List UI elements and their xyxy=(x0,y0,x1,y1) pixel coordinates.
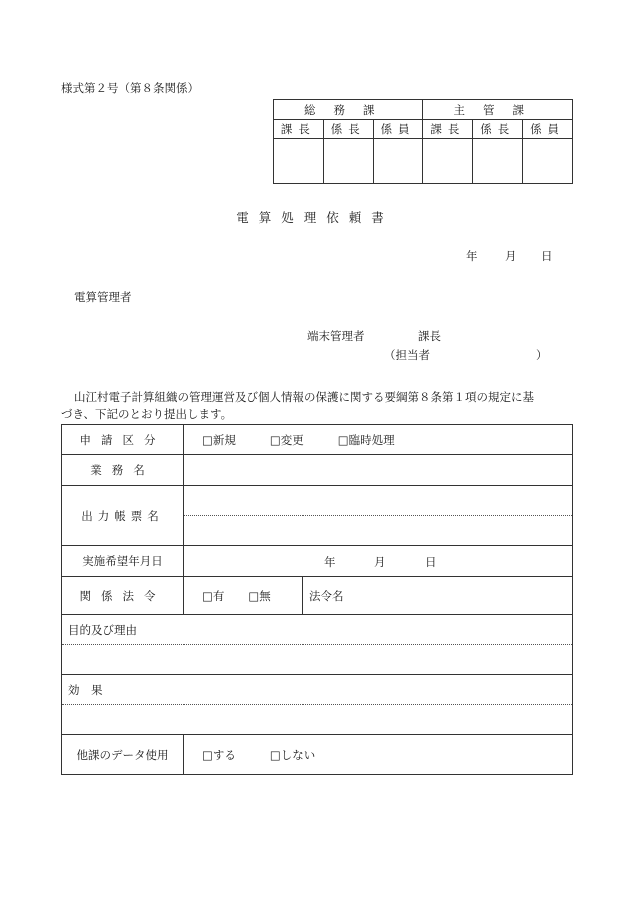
output-forms-field-1[interactable] xyxy=(184,486,573,516)
addressee: 電算管理者 xyxy=(74,290,132,304)
other-data-use-options xyxy=(184,735,573,775)
date-day: 日 xyxy=(541,249,553,263)
row-effect-label xyxy=(62,675,573,705)
approval-role: 課長 xyxy=(274,120,324,139)
row-application-type xyxy=(62,425,573,455)
data-use-no-checkbox[interactable]: □しない xyxy=(269,747,316,762)
approval-group-general-affairs: 総務課 xyxy=(274,100,423,120)
document-title: 電算処理依頼書 xyxy=(236,210,394,225)
request-form-table xyxy=(61,424,573,775)
terminal-manager-label: 端末管理者 xyxy=(307,329,365,343)
related-law-options xyxy=(184,577,303,615)
row-business-name xyxy=(62,455,573,486)
row-other-data-use xyxy=(62,735,573,775)
approval-role: 係長 xyxy=(323,120,373,139)
application-type-options xyxy=(184,425,573,455)
approval-stamp-box[interactable] xyxy=(423,139,473,184)
option-change-checkbox[interactable]: □変更 xyxy=(269,432,304,447)
approval-role: 係員 xyxy=(523,120,573,139)
row-desired-date xyxy=(62,546,573,577)
approval-stamp-box[interactable] xyxy=(473,139,523,184)
desired-date-label: 実施希望年月日 xyxy=(62,546,184,577)
date-year: 年 xyxy=(466,249,478,263)
desired-date-field[interactable] xyxy=(184,546,573,577)
law-no-checkbox[interactable]: □無 xyxy=(248,588,271,603)
approval-role: 係員 xyxy=(373,120,423,139)
option-new-checkbox[interactable]: □新規 xyxy=(202,432,236,447)
approval-group-responsible: 主管課 xyxy=(423,100,573,120)
output-forms-label: 出力帳票名 xyxy=(62,486,184,546)
row-related-law xyxy=(62,577,573,615)
purpose-field[interactable] xyxy=(62,645,573,675)
purpose-label: 目的及び理由 xyxy=(62,615,573,645)
approval-role: 課長 xyxy=(423,120,473,139)
application-type-label: 申請区分 xyxy=(62,425,184,455)
approval-stamp-box[interactable] xyxy=(523,139,573,184)
desired-date-day: 日 xyxy=(425,555,437,569)
section-chief-label: 課長 xyxy=(418,329,441,343)
approval-stamp-box[interactable] xyxy=(323,139,373,184)
approval-stamp-box[interactable] xyxy=(274,139,324,184)
option-temporary-checkbox[interactable]: □臨時処理 xyxy=(337,432,395,447)
law-name-field[interactable] xyxy=(303,577,573,615)
form-number-label: 様式第２号（第８条関係） xyxy=(61,81,199,95)
effect-field[interactable] xyxy=(62,705,573,735)
business-name-label: 業務名 xyxy=(62,455,184,486)
approval-stamp-box[interactable] xyxy=(373,139,423,184)
business-name-field[interactable] xyxy=(184,455,573,486)
data-use-yes-checkbox[interactable]: □する xyxy=(202,747,236,762)
intro-text-line1: 山江村電子計算組織の管理運営及び個人情報の保護に関する要綱第８条第１項の規定に基 xyxy=(74,390,534,404)
law-name-label: 法令名 xyxy=(309,588,344,603)
person-in-charge-close: ） xyxy=(536,348,548,362)
effect-label: 効 果 xyxy=(62,675,573,705)
person-in-charge-label: （担当者 xyxy=(384,348,430,362)
intro-text-line2: づき、下記のとおり提出します。 xyxy=(61,407,233,421)
row-output-forms-1 xyxy=(62,486,573,516)
other-data-use-label: 他課のデータ使用 xyxy=(62,735,184,775)
date-month: 月 xyxy=(505,249,517,263)
law-yes-checkbox[interactable]: □有 xyxy=(202,588,225,603)
row-purpose-field xyxy=(62,645,573,675)
related-law-label: 関係法令 xyxy=(62,577,184,615)
row-purpose-label xyxy=(62,615,573,645)
output-forms-field-2[interactable] xyxy=(184,516,573,546)
desired-date-year: 年 xyxy=(324,555,336,569)
approval-role: 係長 xyxy=(473,120,523,139)
approval-stamp-table xyxy=(273,99,573,184)
desired-date-month: 月 xyxy=(374,555,386,569)
row-effect-field xyxy=(62,705,573,735)
